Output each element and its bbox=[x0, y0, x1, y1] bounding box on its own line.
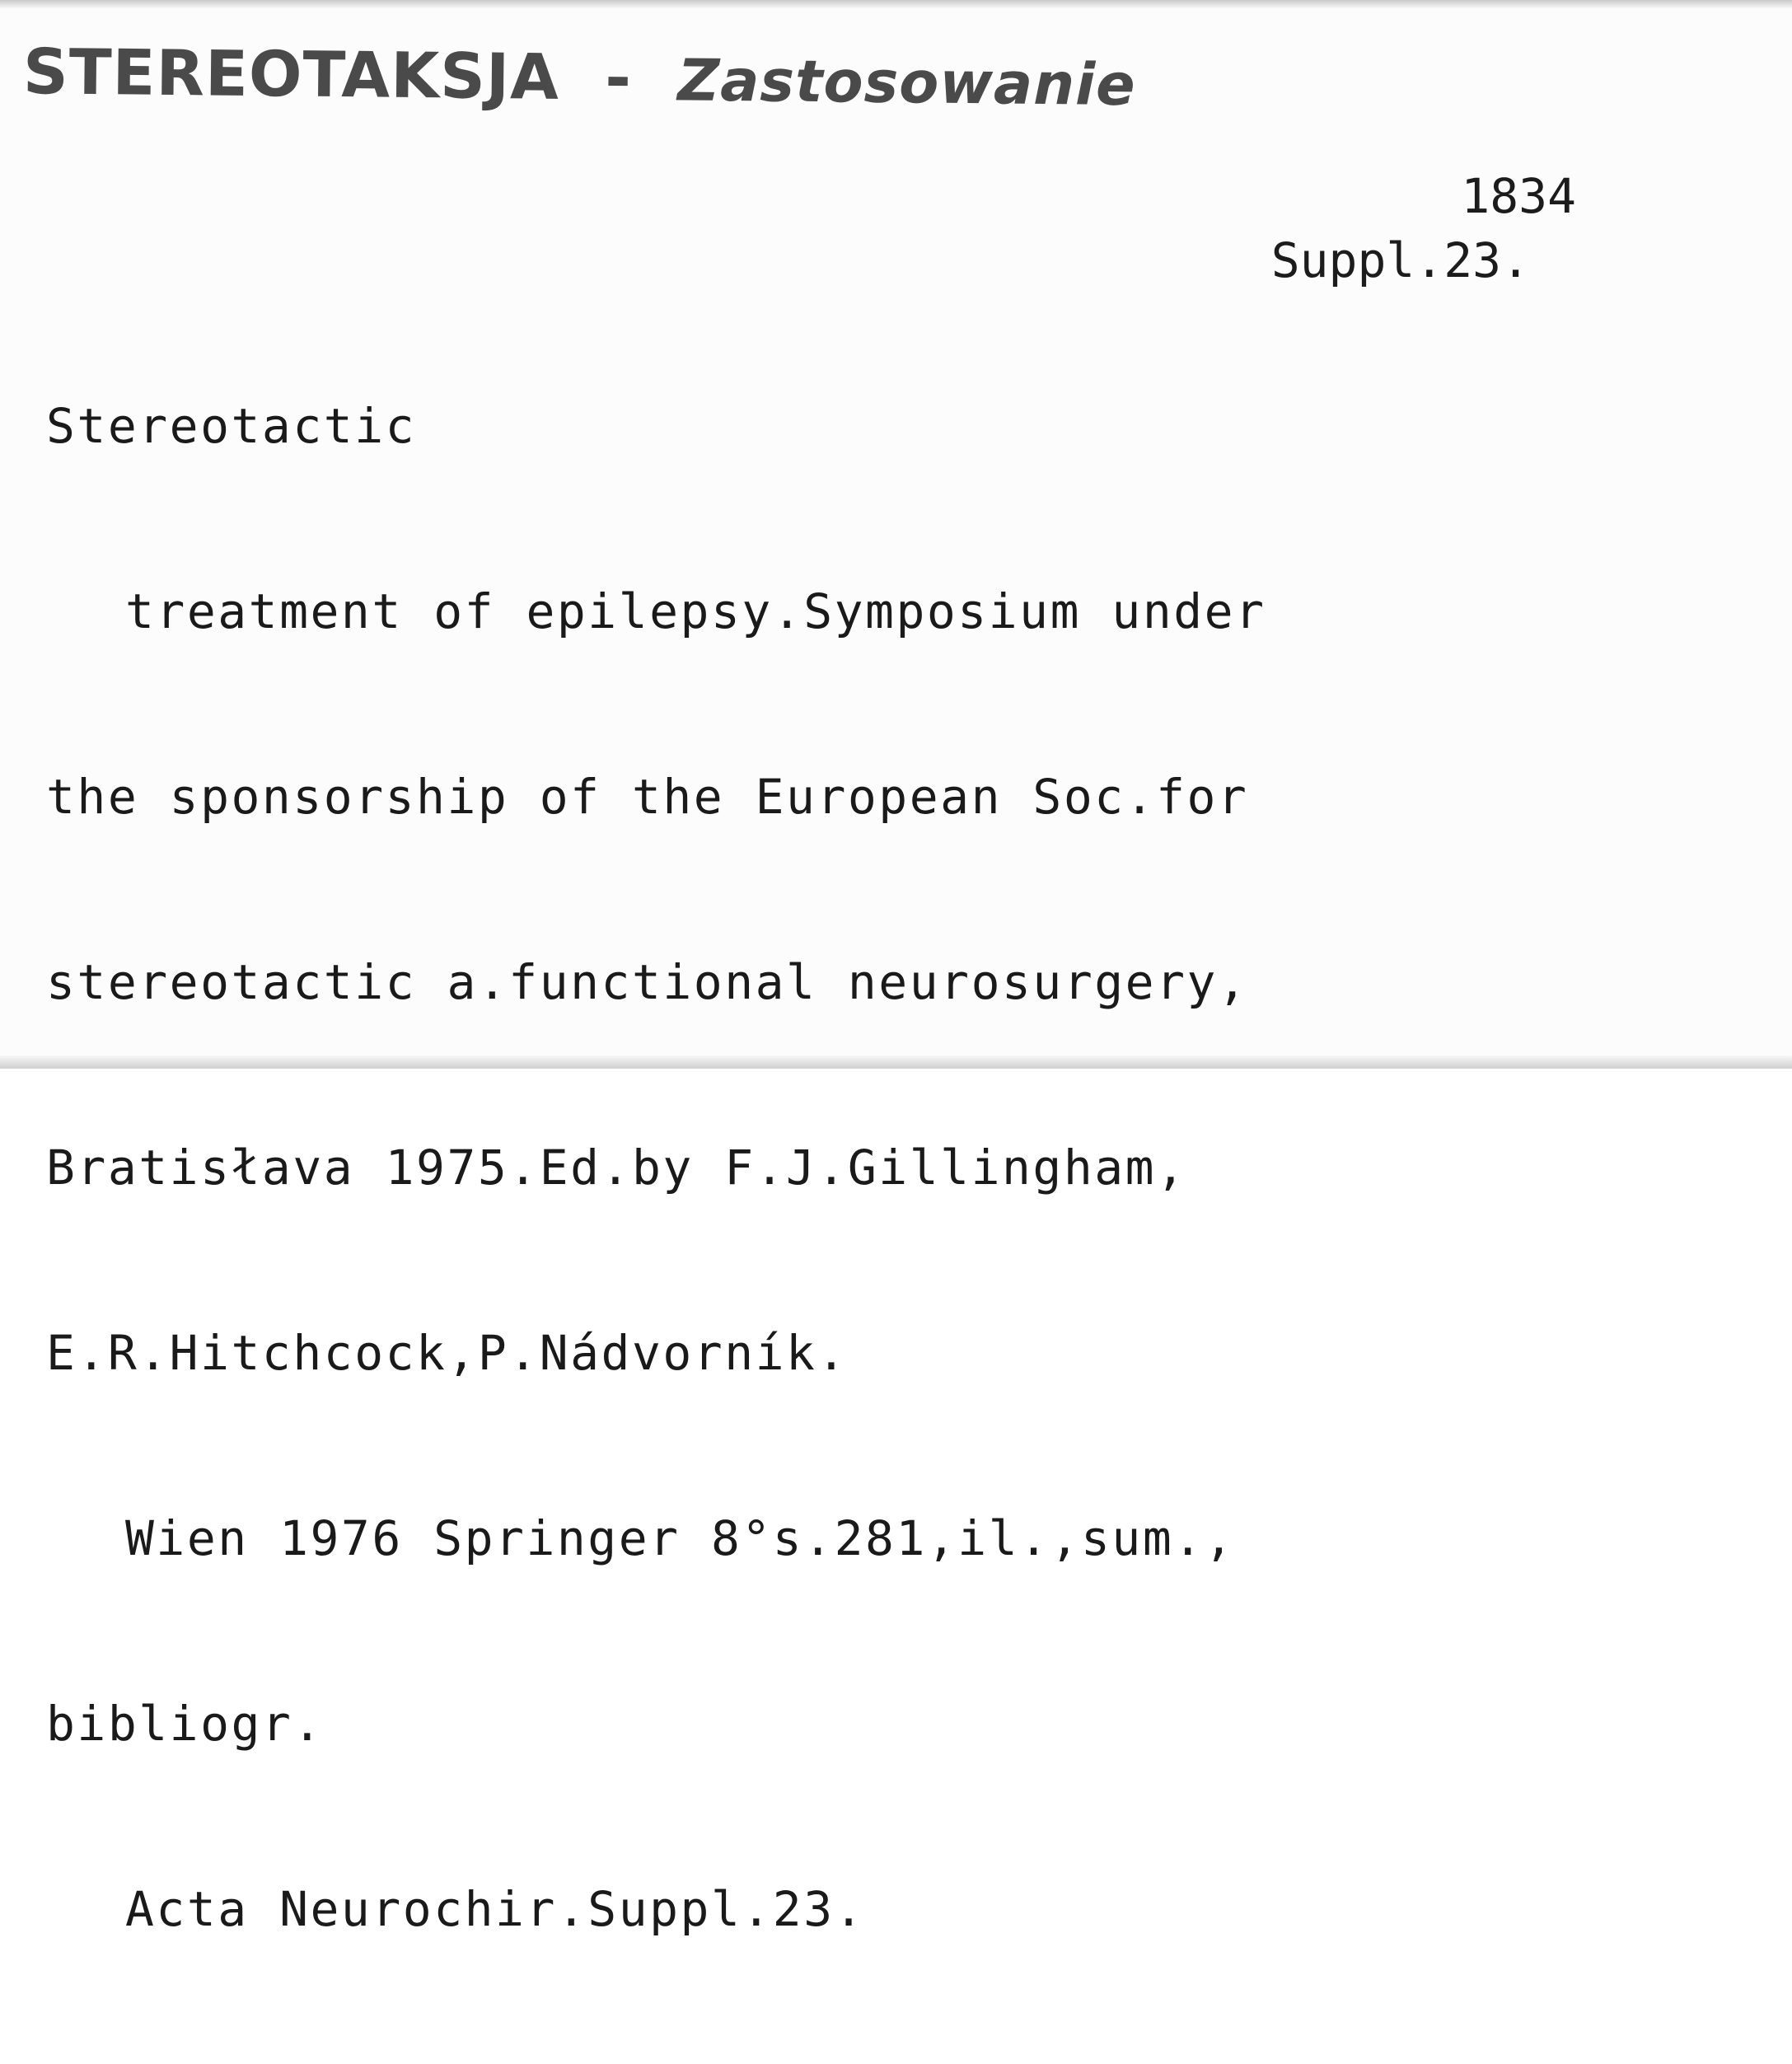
subject-heading bbox=[23, 35, 1137, 119]
call-number-series: Suppl.23. bbox=[1270, 232, 1530, 288]
description-line-1: treatment of epilepsy.Symposium under bbox=[125, 583, 1266, 639]
description-line-5: E.R.Hitchcock,P.Nádvorník. bbox=[46, 1325, 848, 1381]
description-line-3: stereotactic a.functional neurosurgery, bbox=[46, 954, 1249, 1010]
heading-separator: - bbox=[604, 40, 633, 115]
entry-title-line: Stereotactic bbox=[46, 398, 417, 454]
bibliographic-entry bbox=[46, 272, 1266, 2064]
subject-term: STEREOTAKSJA bbox=[22, 35, 560, 114]
series-note: Acta Neurochir.Suppl.23. bbox=[125, 1881, 866, 1937]
description-line-4: Bratisłava 1975.Ed.by F.J.Gillingham, bbox=[46, 1140, 1187, 1196]
imprint-line-1: Wien 1976 Springer 8°s.281,il.,sum., bbox=[125, 1510, 1236, 1566]
call-number: 1834 bbox=[1461, 168, 1576, 224]
description-line-2: the sponsorship of the European Soc.for bbox=[46, 769, 1249, 825]
subject-subdivision: Zastosowanie bbox=[677, 46, 1137, 119]
imprint-line-2: bibliogr. bbox=[46, 1696, 324, 1752]
